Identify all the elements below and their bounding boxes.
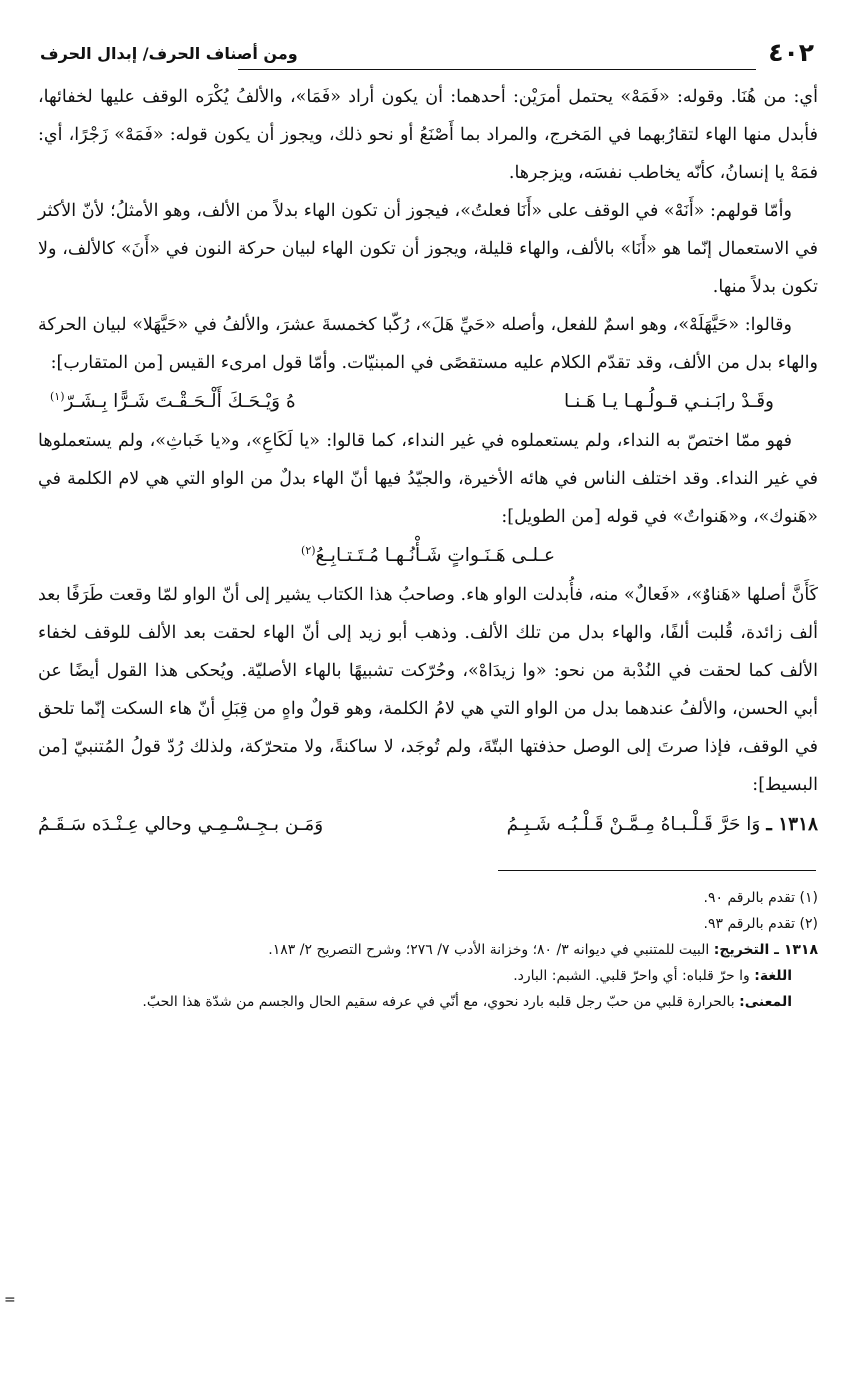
paragraph: أي: من هُنَا. وقوله: «فَمَهْ» يحتمل أمرَيْن: أحدهما: أن يكون أراد «فَمَا»، والألفُ يُكْرَه الوقف عليها لخفائها، فأبدل منها الهاء لتقارُبهما في المَخرج، والمراد بما أَصْنَعُ أو نحو ذلك، ويجوز أن يكون قوله: «فَمَهْ» زَجْرًا، أي: فمَهْ يا إنسانُ، كأنّه يخاطب نفسَه، ويزجرها. — [38, 87, 818, 183]
paragraph: فهو ممّا اختصّ به النداء، ولم يستعملوه في غير النداء، كما قالوا: «يا لَكَاعِ»، و«يا خَباثِ»، ولم يستعملوها في غير النداء. وقد اختلف الناس في هائه الأخيرة، والجيّدُ فيها أنّ الهاء بدلٌ من الواو التي هي لام الكلمة في «هَنوك»، و«هَنواتٌ» في قوله [من الطويل]: — [38, 431, 818, 527]
footnote-label: ١٣١٨ ـ التخريج: — [713, 942, 818, 958]
footnotes — [38, 885, 818, 1015]
footnote-label: اللغة: — [754, 968, 792, 984]
footnote: (١) تقدم بالرقم ٩٠. — [703, 890, 818, 906]
footnote-takhrij — [38, 937, 818, 963]
footnote-rule — [498, 870, 816, 871]
footnote-text: البيت للمتنبي في ديوانه ٣/ ٨٠؛ وخزانة الأدب ٧/ ٢٧٦؛ وشرح التصريح ٢/ ١٨٣. — [268, 942, 710, 958]
footnote-ref: (٢) — [301, 543, 316, 557]
numbered-verse — [38, 804, 818, 846]
footnote-text: وا حرّ قلباه: أي واحرّ قلبي. الشبم: البارد. — [513, 968, 750, 984]
paragraph: وأمّا قولهم: «أَنَهْ» في الوقف على «أَنَا فعلتُ»، فيجوز أن تكون الهاء بدلاً من الألف، وهو الأمثلُ؛ لأنّ الأكثر في الاستعمال إنّما هو «أَنَا» بالألف، والهاء قليلة، ويجوز أن تكون الهاء لبيان حركة النون في «أَنَ» كالألف، ولا تكون بدلاً منها. — [38, 201, 818, 297]
verse-first-hemistich: وَا حَرَّ قَـلْـبـاهُ مِـمَّـنْ قَـلْـبُـه شَـبِـمُ — [506, 814, 761, 835]
verse-second-hemistich: ﻩُ وَيْـحَـكَ أَلْـحَـقْـتَ شَـرًّا بِـشَـرّ$^{(١)}$ — [50, 389, 296, 412]
verse — [38, 382, 818, 422]
verse-first-hemistich: وقَـدْ رابَـنـي قـولُـهـا يـا هَـنـا — [564, 391, 774, 412]
verse-second-hemistich: وَمَـن بـجِـسْـمِـي وحالي عِـنْـدَه سَـقَـمُ — [38, 814, 324, 835]
verse — [38, 536, 818, 576]
paragraph: كَأَنَّ أصلها «هَناوٌ»، «فَعالٌ» منه، فأُبدلت الواو هاء. وصاحبُ هذا الكتاب يشير إلى أنّ الواو لمّا وقعت طَرَفًا بعد ألف زائدة، قُلبت ألفًا، والهاء بدل من تلك الألف. وذهب أبو زيد إلى أنّ الهاء لحقت بعد الألف للوقف لخفاء الألف كما لحقت في النُدْبة من نحو: «وا زيدَاهْ»، وحُرّكت تشبيهًا بالهاء الأصليّة. ويُحكى هذا القول أيضًا عن أبي الحسن، والألفُ عندهما بدل من الواو التي هي لامُ الكلمة، وهو قولٌ واهٍ من قِبَلِ أنّ هاء السكت إنّما تلحق في الوقف، فإذا صرتَ إلى الوصل حذفتها البتّةَ، ولم تُوجَد، لا ساكنةً، ولا متحرّكة، ولذلك رُدّ قولُ المُتنبيّ [من البسيط]: — [38, 585, 818, 795]
main-text — [38, 78, 818, 846]
continuation-mark: = — [4, 1292, 16, 1308]
footnote-lugha — [38, 963, 818, 989]
running-header — [38, 38, 818, 78]
footnote-mana — [38, 989, 818, 1015]
page-content — [38, 38, 818, 1015]
footnote-label: المعنى: — [739, 994, 792, 1010]
header-title: ومن أصناف الحرف/ إبدال الحرف — [40, 44, 298, 63]
footnote-text: بالحرارة قلبي من حبّ رجل قلبه بارد نحوي، مع أنّي في عرفه سقيم الحال والجسم من شدّة هذا الحبّ. — [142, 994, 735, 1010]
page-number: ٤٠٢ — [768, 38, 814, 67]
verse-hemistich: عـلـى هَـنَـواتٍ شَـأْنُـهـا مُـتَـتـابِـعُ — [315, 545, 555, 566]
verse-hemistichs — [38, 804, 760, 846]
footnote: (٢) تقدم بالرقم ٩٣. — [703, 916, 818, 932]
paragraph: وقالوا: «حَيَّهَلَهْ»، وهو اسمٌ للفعل، وأصله «حَيِّ هَلَ»، رُكّبا كخمسةَ عشرَ، والألفُ في «حَيَّهَلا» لبيان الحركة والهاء بدل من الألف، وقد تقدّم الكلام عليه مستقصًى في المبنيّات. وأمّا قول امرىء القيس [من المتقارب]: — [38, 315, 818, 373]
footnote-ref: (١) — [50, 389, 65, 403]
header-rule — [238, 69, 756, 70]
verse-number: ١٣١٨ ـ — [766, 814, 818, 835]
